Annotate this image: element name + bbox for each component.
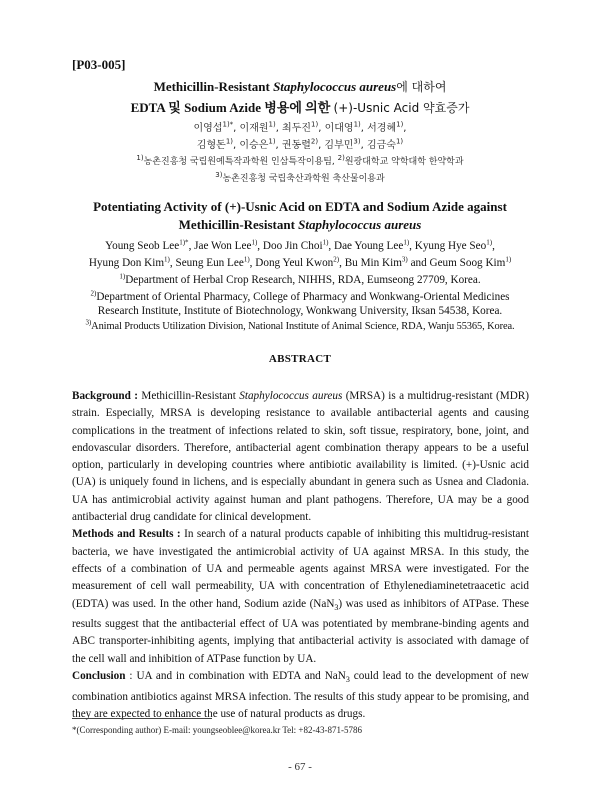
korean-authors-line-1: 이영섭$^{1)*}$, 이재원$^{1)}$, 최두진$^{1)}$, 이대영$^{1)}$, 서경혜$^{1)}$, — [193, 120, 407, 134]
english-affiliation-line-4: $^{3)}$Animal Products Utilization Division, National Institute of Animal Science, RDA, Wanju 55365, Korea. — [85, 318, 515, 332]
korean-affiliations-line-2: $^{3)}$농촌진흥청 국립축산과학원 축산물이용과 — [215, 171, 385, 184]
poster-code: [P03-005] — [72, 57, 126, 72]
english-title-line-2: Methicillin-Resistant Staphylococcus aureus — [178, 217, 422, 232]
korean-title-line-2: EDTA 및 Sodium Azide 병용에 의한 (+)-Usnic Acid 약효증가 — [130, 100, 470, 115]
page-number: - 67 - — [288, 761, 312, 773]
methods-label: Methods and Results : — [72, 528, 181, 541]
korean-authors-line-2: 김형돈$^{1)}$, 이승은$^{1)}$, 권동렬$^{2)}$, 김부민$^{3)}$, 김금숙$^{1)}$ — [196, 137, 404, 151]
english-authors-line-1: Young Seob Lee$^{1)*}$, Jae Won Lee$^{1)}$, Doo Jin Choi$^{1)}$, Dae Young Lee$^{1)}$, Kyung Hye Seo$^{1)}$, — [105, 238, 495, 252]
footnote-divider — [72, 718, 212, 719]
conclusion-paragraph: Conclusion : UA and in combination with EDTA and NaN$_3$ could lead to the development of new combination antibiotics against MRSA infection. The results of this study appear to be promising, and they are expected to enhance the use of natural products as drugs. — [72, 669, 529, 720]
english-affiliation-line-1: $^{1)}$Department of Herbal Crop Research, NIHHS, RDA, Eumseong 27709, Korea. — [119, 272, 481, 286]
background-paragraph: Background : Methicillin-Resistant Staphylococcus aureus (MRSA) is a multidrug-resistant (MDR) strain. Especially, MRSA is developing resistance to available antibacterial agents and causing complications in the treatment of infections related to skin, soft tissue, respiratory, bone, joint, and endovascular disorders. Therefore, antibacterial agent combination therapy appears to be a useful option, particularly in developing countries where antibiotic availability is limited. (+)-Usnic acid (UA) is uniquely found in lichens, and is especially abundant in genera such as Usnea and Cladonia. UA has antimicrobial activity against human and plant pathogens. Therefore, UA may be a good antibacterial drug candidate for clinical development. — [72, 390, 529, 524]
conclusion-label: Conclusion — [72, 669, 126, 682]
methods-paragraph: Methods and Results : In search of a natural products capable of inhibiting this multidrug-resistant bacteria, we have investigated the antimicrobial activity of UA against MRSA. In this study, the effects of a combination of UA and permeable agents against MRSA were investigated. For the measurement of cell wall permeability, UA with concentration of Ethylenediaminetetraacetic acid (EDTA) was used. In the other hand, Sodium azide (NaN$_3$) was used as inhibitors of ATPase. These results suggest that the antibacterial effect of UA was potentiated by membrane-binding agents and ABC transporter-inhibiting agents, implying that antibacterial activity is associated with damage of the cell wall and inhibition of ATPase function by UA. — [72, 528, 529, 665]
english-affiliation-line-2: $^{2)}$Department of Oriental Pharmacy, College of Pharmacy and Wonkwang-Oriental Medicines — [90, 289, 510, 303]
korean-affiliations-line-1: $^{1)}$농촌진흥청 국립원예특작과학원 인삼특작이용팀, $^{2)}$원광대학교 약학대학 한약학과 — [136, 154, 464, 167]
english-authors-line-2: Hyung Don Kim$^{1)}$, Seung Eun Lee$^{1)}$, Dong Yeul Kwon$^{2)}$, Bu Min Kim$^{3)}$ and Geum Soog Kim$^{1)}$ — [88, 255, 512, 269]
english-affiliation-line-3: Research Institute, Institute of Biotechnology, Wonkwang University, Iksan 54538, Korea. — [97, 305, 503, 317]
abstract-heading: ABSTRACT — [268, 353, 332, 365]
background-label: Background : — [72, 390, 138, 402]
korean-title-line-1: Methicillin-Resistant Staphylococcus aureus에 대하여 — [153, 79, 447, 94]
corresponding-author-footnote: *(Corresponding author) E-mail: youngseoblee@korea.kr Tel: +82-43-871-5786 — [72, 725, 362, 735]
abstract-body — [72, 388, 529, 723]
english-title-line-1: Potentiating Activity of (+)-Usnic Acid on EDTA and Sodium Azide against — [93, 199, 507, 214]
